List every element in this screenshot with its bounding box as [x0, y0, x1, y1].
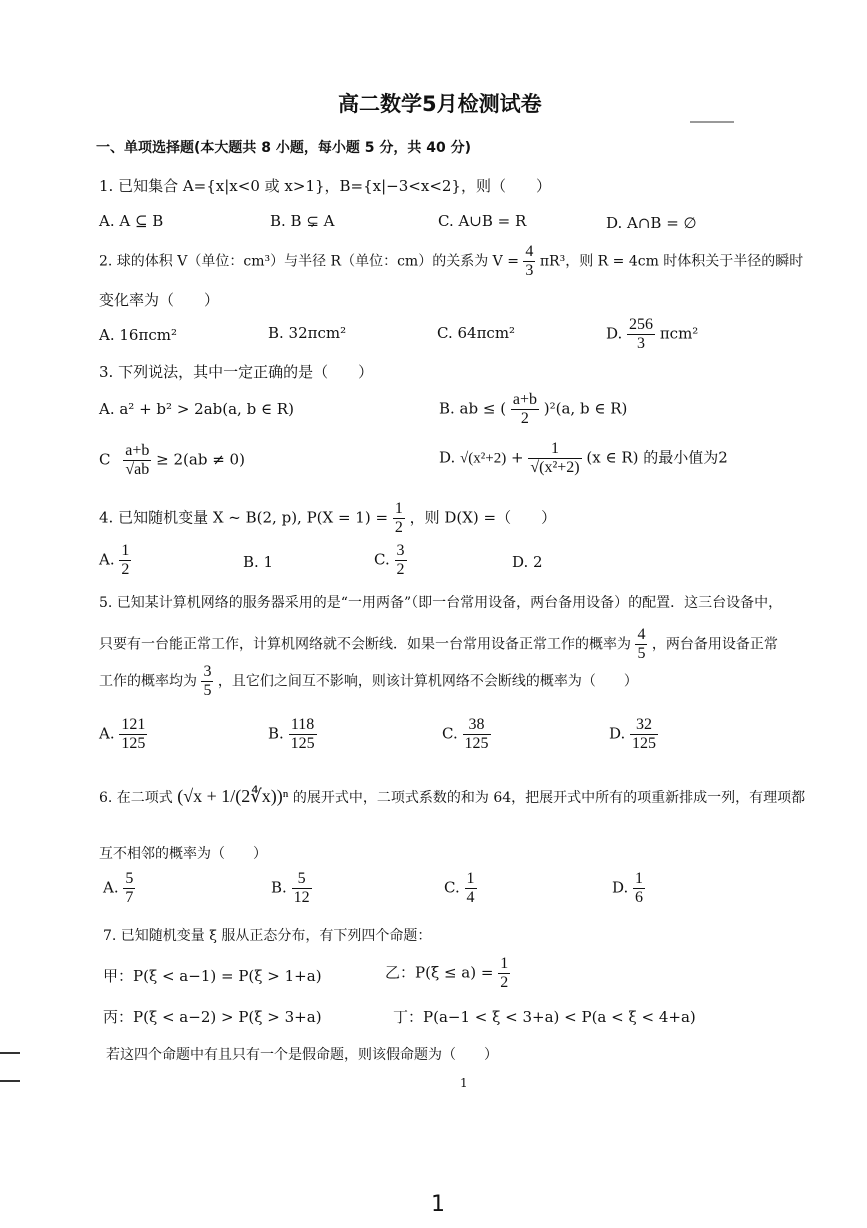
question-7-tail: 若这四个命题中有且只有一个是假命题，则该假命题为（ ） [106, 1047, 498, 1063]
question-5-line-2 [99, 626, 778, 663]
option-label: A. [99, 724, 115, 743]
option-unit: πcm² [659, 324, 699, 343]
option-fraction [395, 542, 407, 579]
question-4-stem-part-a: 4. 已知随机变量 X ~ B(2, p), P(X = 1) = [99, 508, 389, 527]
option-label: C. [442, 724, 458, 743]
scan-mark-left-2 [0, 1080, 20, 1082]
question-6-option-a [103, 870, 135, 907]
fraction-denominator: 2 [520, 410, 529, 427]
option-label: B. [268, 724, 284, 743]
question-2-option-c: C. 64πcm² [437, 324, 516, 342]
question-5-fraction [635, 626, 647, 663]
option-fraction [465, 870, 477, 907]
question-1-option-c: C. A∪B = R [438, 212, 527, 230]
page-title: 高二数学5月检测试卷 [338, 92, 542, 116]
question-3-option-c [99, 442, 245, 479]
fraction-numerator: 4 [637, 626, 646, 643]
section-heading: 一、单项选择题(本大题共 8 小题，每小题 5 分，共 40 分) [96, 140, 472, 156]
question-5-option-b [268, 716, 317, 753]
question-1-stem: 1. 已知集合 A={x|x<0 或 x>1}，B={x|−3<x<2}，则（ ） [99, 177, 551, 195]
question-3-option-a: A. a² + b² > 2ab(a, b ∈ R) [99, 400, 294, 418]
question-6-option-c [444, 870, 477, 907]
fraction-denominator: 125 [632, 735, 657, 752]
option-label: D. [439, 448, 456, 467]
option-label: A. [99, 550, 115, 569]
fraction-denominator: 5 [637, 645, 646, 662]
fraction-numerator: 38 [463, 716, 491, 735]
question-2-option-a: A. 16πcm² [99, 326, 177, 344]
fraction-denominator: 3 [637, 335, 646, 352]
question-6-option-b [271, 870, 312, 907]
fraction-denominator: 12 [293, 889, 310, 906]
scan-mark-left-1 [0, 1052, 20, 1054]
question-5-line-3-part-b: ，且它们之间互不影响，则该计算机网络不会断线的概率为（ ） [217, 673, 638, 690]
fraction-numerator: a+b [512, 391, 537, 408]
question-5-line-2-part-a: 只要有一台能正常工作，计算机网络就不会断线．如果一台常用设备正常工作的概率为 [99, 636, 631, 653]
question-4-stem-part-b: ，则 D(X) =（ ） [409, 508, 557, 527]
question-2-option-d [606, 316, 698, 353]
question-2-stem [99, 243, 803, 280]
option-label: C. [444, 878, 460, 897]
option-fraction [511, 391, 539, 428]
question-2-fraction [523, 243, 535, 280]
fraction-numerator: 256 [629, 316, 654, 333]
question-5-line-3-part-a: 工作的概率均为 [99, 673, 197, 690]
question-5-line-2-part-b: ，两台备用设备正常 [651, 636, 778, 653]
question-1-option-a: A. A ⊆ B [99, 212, 164, 230]
fraction-denominator: 7 [125, 889, 134, 906]
page-number-large: 1 [431, 1192, 445, 1217]
fraction-denominator: 125 [464, 735, 489, 752]
question-1-option-b: B. B ⊊ A [270, 212, 335, 230]
question-3-stem: 3. 下列说法，其中一定正确的是（ ） [99, 363, 374, 381]
fraction-numerator: 5 [125, 870, 134, 887]
fraction-numerator: 118 [289, 716, 317, 735]
fraction-numerator: 32 [630, 716, 658, 735]
fraction-denominator: 125 [121, 735, 146, 752]
question-3-option-d [439, 440, 728, 477]
question-2-stem-continued: 变化率为（ ） [99, 291, 220, 309]
binomial-expression: (√x + 1/(2∜x))ⁿ [177, 786, 289, 806]
fraction-denominator: 2 [500, 974, 509, 991]
fraction-numerator: 5 [292, 870, 312, 889]
fraction-denominator: √(x²+2) [530, 459, 580, 476]
option-fraction [119, 542, 131, 579]
question-5-line-3 [99, 663, 638, 700]
fraction-numerator: 121 [121, 716, 146, 733]
question-6-option-d [612, 870, 645, 907]
question-7-statement-ding: 丁：P(a−1 < ξ < 3+a) < P(a < ξ < 4+a) [393, 1008, 696, 1026]
option-label: B. ab ≤ ( [439, 399, 507, 418]
option-label: D. [606, 324, 623, 343]
question-5-line-1: 5. 已知某计算机网络的服务器采用的是“一用两备”（即一台常用设备，两台备用设备）的配置．这三台设备中， [99, 595, 783, 611]
option-label: D. [612, 878, 629, 897]
question-4-option-b: B. 1 [243, 553, 274, 571]
question-7-statement-yi [385, 955, 510, 992]
page-number-small: 1 [460, 1076, 468, 1090]
question-4-option-d: D. 2 [512, 553, 543, 571]
question-2-stem-part-b: πR³，则 R = 4cm 时体积关于半径的瞬时 [539, 253, 804, 270]
question-5-fraction-2 [201, 663, 213, 700]
option-label: A. [103, 878, 119, 897]
statement-text: 乙：P(ξ ≤ a) = [385, 963, 494, 982]
option-fraction [528, 440, 581, 477]
fraction-denominator: 125 [290, 735, 315, 752]
option-tail: (x ∈ R) 的最小值为2 [586, 448, 728, 467]
question-7-statement-bing: 丙：P(ξ < a−2) > P(ξ > 3+a) [103, 1008, 322, 1026]
fraction-numerator: 1 [466, 870, 475, 887]
option-fraction [123, 870, 135, 907]
fraction-denominator: 4 [466, 889, 475, 906]
fraction-denominator: √ab [125, 461, 150, 478]
option-label: B. [271, 878, 287, 897]
fraction-numerator: 1 [500, 955, 509, 972]
question-4-option-c [374, 542, 407, 579]
question-1-option-d: D. A∩B = ∅ [606, 214, 697, 232]
question-5-option-a [99, 716, 147, 753]
fraction-numerator: 3 [203, 663, 212, 680]
radical-expression: √(x²+2) [460, 450, 507, 467]
question-7-stem: 7. 已知随机变量 ξ 服从正态分布，有下列四个命题： [103, 928, 432, 944]
option-fraction [463, 716, 491, 753]
fraction-numerator: 4 [525, 243, 534, 260]
fraction-denominator: 6 [635, 889, 644, 906]
question-5-option-d [609, 716, 658, 753]
question-2-option-b: B. 32πcm² [268, 324, 347, 342]
fraction-denominator: 2 [121, 561, 130, 578]
fraction-denominator: 2 [396, 561, 405, 578]
fraction-numerator: a+b [125, 442, 150, 459]
fraction-numerator: 1 [635, 870, 644, 887]
option-fraction [630, 716, 658, 753]
fraction-numerator: 3 [396, 542, 405, 559]
question-4-option-a [99, 542, 131, 579]
option-fraction [119, 716, 147, 753]
option-fraction [292, 870, 312, 907]
fraction-numerator: 1 [394, 500, 403, 517]
option-fraction [627, 316, 655, 353]
option-label: C [99, 450, 111, 469]
question-6-stem-continued: 互不相邻的概率为（ ） [99, 846, 267, 862]
question-7-statement-jia: 甲：P(ξ < a−1) = P(ξ > 1+a) [103, 967, 322, 985]
statement-fraction [498, 955, 510, 992]
fraction-denominator: 2 [394, 519, 403, 536]
fraction-numerator: 1 [528, 440, 581, 459]
question-2-stem-part-a: 2. 球的体积 V（单位：cm³）与半径 R（单位：cm）的关系为 V = [99, 253, 519, 270]
option-fraction [289, 716, 317, 753]
question-5-option-c [442, 716, 491, 753]
option-fraction [123, 442, 151, 479]
question-6-stem [99, 786, 805, 807]
question-3-option-b [439, 391, 627, 428]
option-tail: )²(a, b ∈ R) [543, 399, 628, 418]
option-label: C. [374, 550, 390, 569]
option-fraction [633, 870, 645, 907]
question-6-stem-part-a: 6. 在二项式 [99, 790, 173, 806]
question-4-stem [99, 500, 556, 537]
question-6-stem-part-b: 的展开式中，二项式系数的和为 64，把展开式中所有的项重新排成一列，有理项都 [292, 790, 806, 806]
fraction-numerator: 1 [121, 542, 130, 559]
fraction-denominator: 3 [525, 262, 534, 279]
fraction-denominator: 5 [203, 682, 212, 699]
scan-mark-top-right [690, 121, 734, 123]
option-label: D. [609, 724, 626, 743]
plus-sign: + [511, 448, 524, 467]
question-4-fraction [393, 500, 405, 537]
option-tail: ≥ 2(ab ≠ 0) [156, 450, 245, 469]
